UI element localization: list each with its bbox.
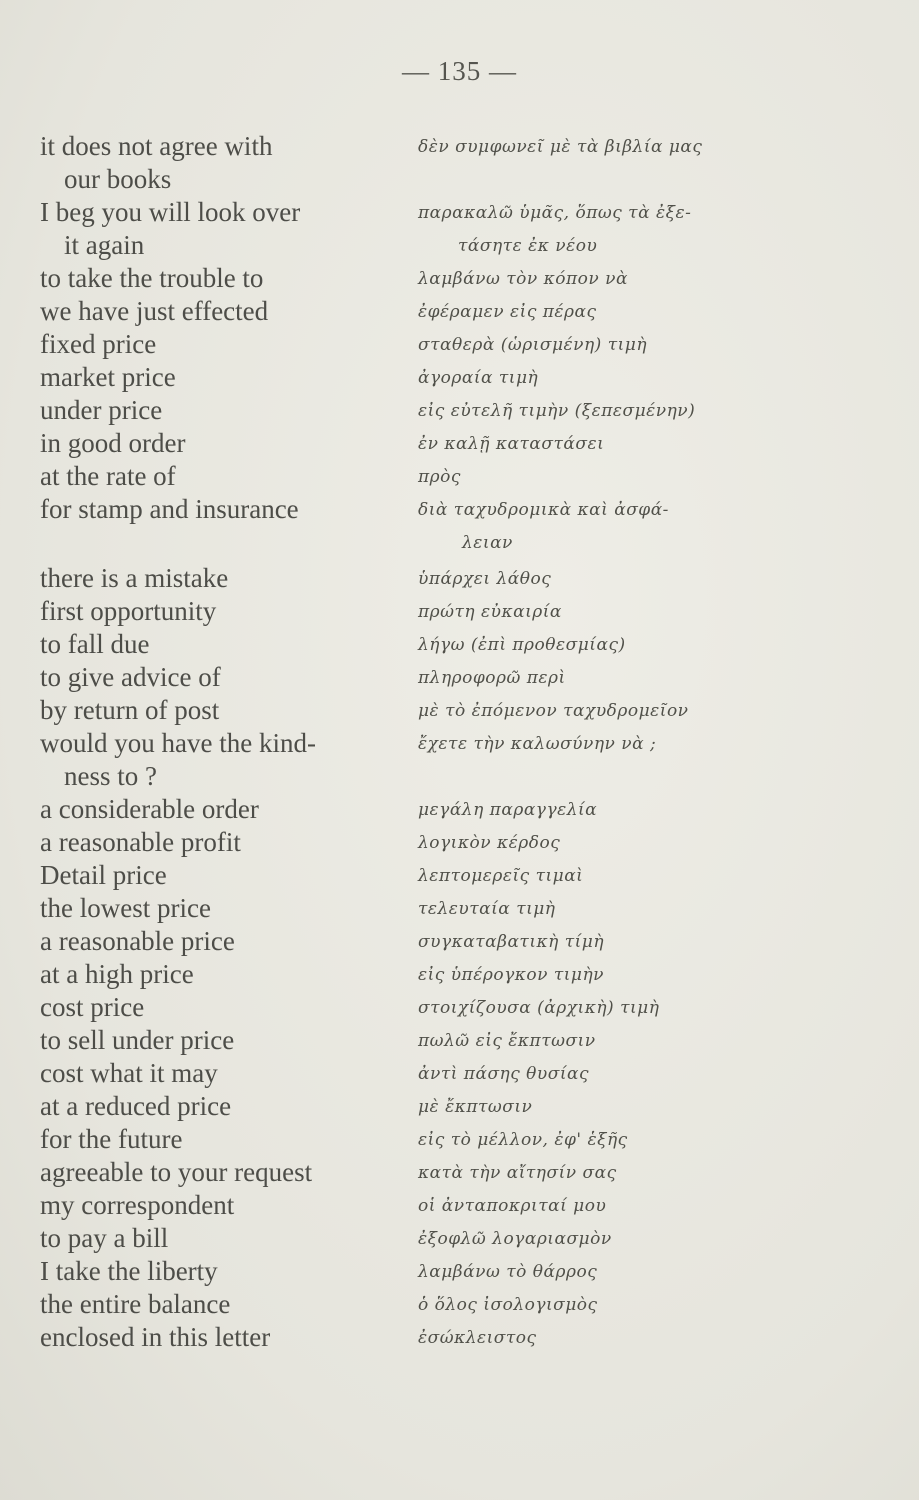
list-item	[0, 1123, 919, 1156]
greek-translation: πρὸς	[418, 467, 461, 487]
list-item	[0, 826, 919, 859]
greek-translation: τελευταία τιμὴ	[418, 899, 556, 919]
greek-translation: λεπτομερεῖς τιμαὶ	[418, 866, 584, 886]
list-item	[0, 493, 919, 526]
greek-translation: ὑπάρχει λάθος	[418, 569, 552, 589]
list-item	[0, 727, 919, 760]
list-item	[0, 262, 919, 295]
greek-translation: παρακαλῶ ὑμᾶς, ὅπως τὰ ἐξε-	[418, 203, 692, 223]
list-item	[0, 958, 919, 991]
list-item	[0, 628, 919, 661]
list-item	[0, 925, 919, 958]
list-item	[0, 1288, 919, 1321]
list-item	[0, 460, 919, 493]
english-phrase: agreeable to your request	[40, 1157, 313, 1187]
greek-translation: ἐφέραμεν εἰς πέρας	[418, 302, 597, 322]
greek-translation: λαμβάνω τὸ θάρρος	[418, 1262, 598, 1282]
greek-translation: μὲ τὸ ἐπόμενον ταχυδρομεῖον	[418, 701, 689, 721]
greek-translation: πωλῶ εἰς ἔκπτωσιν	[418, 1031, 596, 1051]
english-phrase: to pay a bill	[40, 1223, 169, 1253]
list-item	[0, 394, 919, 427]
english-phrase: would you have the kind-	[40, 728, 316, 758]
greek-translation: συγκαταβατικὴ τίμὴ	[418, 932, 605, 952]
list-item	[0, 526, 919, 562]
list-item	[0, 1057, 919, 1090]
list-item	[0, 1321, 919, 1354]
english-phrase: ness to ?	[64, 761, 157, 791]
list-item	[0, 196, 919, 229]
list-item	[0, 229, 919, 262]
greek-translation: ἀγοραία τιμὴ	[418, 368, 539, 388]
vocabulary-list	[0, 130, 919, 1354]
greek-translation: κατὰ τὴν αἴτησίν σας	[418, 1163, 617, 1183]
greek-translation: ἐσώκλειστος	[418, 1328, 537, 1348]
english-phrase: to sell under price	[40, 1025, 235, 1055]
list-item	[0, 1189, 919, 1222]
greek-translation: εἰς ὑπέρογκον τιμὴν	[418, 965, 604, 985]
english-phrase: market price	[40, 362, 176, 392]
greek-translation: οἱ ἀνταποκριταί μου	[418, 1196, 607, 1216]
greek-translation: λογικὸν κέρδος	[418, 833, 561, 853]
greek-translation: ἀντὶ πάσης θυσίας	[418, 1064, 589, 1084]
list-item	[0, 595, 919, 628]
list-item	[0, 1222, 919, 1255]
list-item	[0, 760, 919, 793]
english-phrase: we have just effected	[40, 296, 269, 326]
english-phrase: there is a mistake	[40, 563, 229, 593]
english-phrase: fixed price	[40, 329, 157, 359]
page-number: — 135 —	[402, 56, 517, 86]
greek-translation: στοιχίζουσα (ἀρχικὴ) τιμὴ	[418, 998, 660, 1018]
english-phrase: to take the trouble to	[40, 263, 264, 293]
english-phrase: cost what it may	[40, 1058, 218, 1088]
greek-translation: ἔχετε τὴν καλωσύνην νὰ ;	[418, 734, 657, 754]
english-phrase: at the rate of	[40, 461, 176, 491]
english-phrase: I beg you will look over	[40, 197, 301, 227]
greek-translation: ἐν καλῇ καταστάσει	[418, 434, 605, 454]
english-phrase: at a high price	[40, 959, 194, 989]
english-phrase: enclosed in this letter	[40, 1322, 271, 1352]
greek-translation: μεγάλη παραγγελία	[418, 800, 598, 820]
list-item	[0, 130, 919, 163]
list-item	[0, 1024, 919, 1057]
english-phrase: I take the liberty	[40, 1256, 218, 1286]
list-item	[0, 361, 919, 394]
list-item	[0, 793, 919, 826]
english-phrase: cost price	[40, 992, 145, 1022]
english-phrase: for the future	[40, 1124, 183, 1154]
english-phrase: by return of post	[40, 695, 220, 725]
greek-translation: μὲ ἔκπτωσιν	[418, 1097, 533, 1117]
greek-translation: δὲν συμφωνεῖ μὲ τὰ βιβλία μας	[418, 137, 703, 157]
list-item	[0, 163, 919, 196]
english-phrase: my correspondent	[40, 1190, 235, 1220]
greek-translation: διὰ ταχυδρομικὰ καὶ ἀσφά-	[418, 500, 669, 520]
english-phrase: the lowest price	[40, 893, 211, 923]
list-item	[0, 859, 919, 892]
english-phrase: the entire balance	[40, 1289, 231, 1319]
english-phrase: our books	[64, 164, 172, 194]
greek-translation: πρώτη εὐκαιρία	[418, 602, 562, 622]
list-item	[0, 1090, 919, 1123]
list-item	[0, 991, 919, 1024]
greek-translation: σταθερὰ (ὡρισμένη) τιμὴ	[418, 335, 648, 355]
greek-translation: εἰς εὐτελῆ τιμὴν (ξεπεσμένην)	[418, 401, 696, 421]
english-phrase: under price	[40, 395, 163, 425]
list-item	[0, 562, 919, 595]
english-phrase: Detail price	[40, 860, 167, 890]
greek-translation: λήγω (ἐπὶ προθεσμίας)	[418, 635, 626, 655]
english-phrase: at a reduced price	[40, 1091, 232, 1121]
english-phrase: first opportunity	[40, 596, 217, 626]
list-item	[0, 1255, 919, 1288]
english-phrase: to fall due	[40, 629, 150, 659]
greek-translation: ἐξοφλῶ λογαριασμὸν	[418, 1229, 612, 1249]
list-item	[0, 328, 919, 361]
english-phrase: to give advice of	[40, 662, 221, 692]
english-phrase: it does not agree with	[40, 131, 273, 161]
english-phrase: a reasonable price	[40, 926, 235, 956]
list-item	[0, 427, 919, 460]
greek-translation: λαμβάνω τὸν κόπον νὰ	[418, 269, 628, 289]
english-phrase: a reasonable profit	[40, 827, 241, 857]
greek-translation: εἰς τὸ μέλλον, ἐφ' ἑξῆς	[418, 1130, 628, 1150]
greek-translation: λειαν	[462, 533, 513, 553]
english-phrase: a considerable order	[40, 794, 259, 824]
list-item	[0, 694, 919, 727]
list-item	[0, 661, 919, 694]
greek-translation: τάσητε ἐκ νέου	[458, 236, 598, 256]
list-item	[0, 295, 919, 328]
english-phrase: in good order	[40, 428, 186, 458]
greek-translation: ὁ ὅλος ἰσολογισμὸς	[418, 1295, 598, 1315]
english-phrase: for stamp and insurance	[40, 494, 299, 524]
english-phrase: it again	[64, 230, 145, 260]
list-item	[0, 892, 919, 925]
list-item	[0, 1156, 919, 1189]
greek-translation: πληροφορῶ περὶ	[418, 668, 566, 688]
